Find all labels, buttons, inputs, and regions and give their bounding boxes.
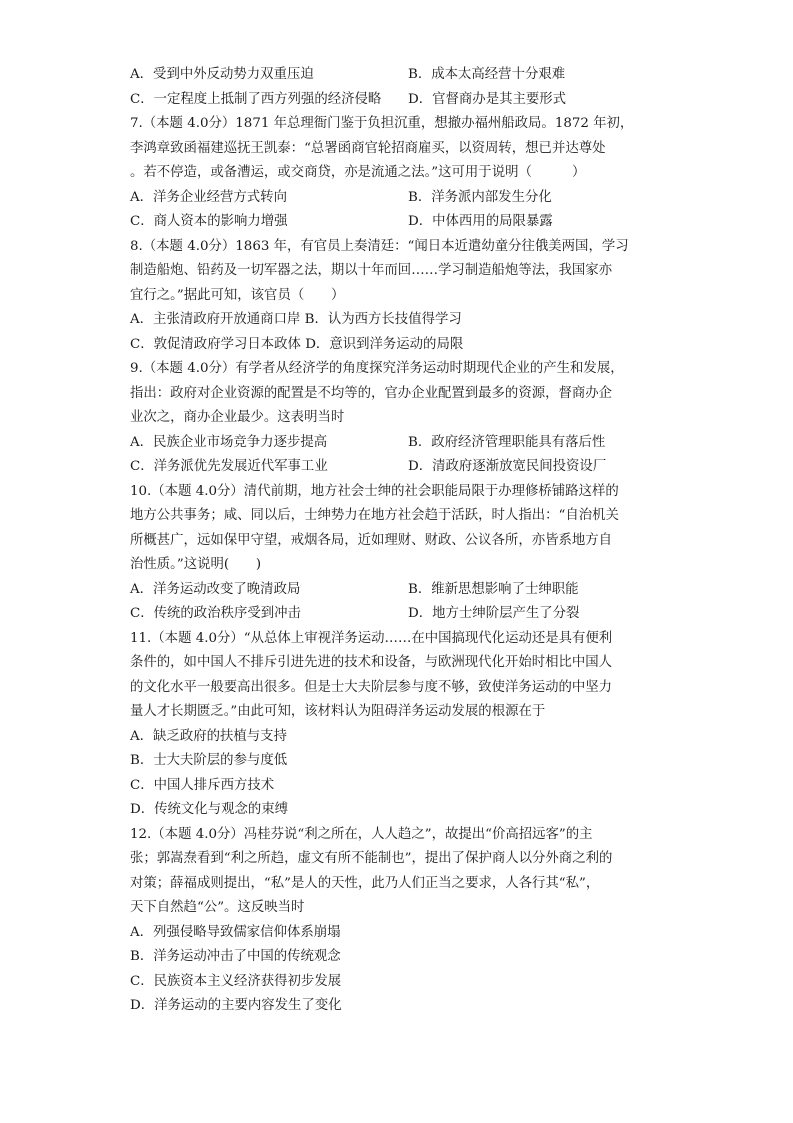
option-c: C．一定程度上抵制了西方列强的经济侵略 — [130, 91, 382, 107]
question-text-line: 对策；薛福成则提出，“私”是人的天性，此乃人们正当之要求，人各行其“私”， — [130, 875, 600, 891]
question-text-line: 业次之，商办企业最少。这表明当时 — [130, 410, 345, 425]
question-11 — [130, 627, 670, 823]
question-text-line: 李鸿章致函福建巡抚王凯泰：“总署函商官轮招商雇买，以资周转，想已并达尊处 — [130, 140, 606, 156]
option-a: A．缺乏政府的扶植与支持 — [130, 728, 287, 744]
option-d: D．官督商办是其主要形式 — [408, 91, 567, 107]
option-c: C．中国人排斥西方技术 — [130, 777, 275, 793]
option-b: B．洋务运动冲击了中国的传统观念 — [130, 949, 341, 964]
question-text-line: 条件的，如中国人不排斥引进先进的技术和设备，与欧洲现代化开始时相比中国人 — [130, 655, 613, 670]
document-page — [130, 63, 670, 1019]
option-a: A．洋务运动改变了晚清政局 — [130, 581, 301, 597]
option-c: C．商人资本的影响力增强 — [130, 214, 288, 229]
option-d: D．洋务运动的主要内容发生了变化 — [130, 998, 342, 1013]
option-row — [130, 431, 670, 456]
option-d: D．传统文化与观念的束缚 — [130, 802, 289, 817]
question-10 — [130, 480, 670, 627]
question-text-line: 制造船炮、铅药及一切军器之法，期以十年而回……学习制造船炮等法，我国家亦 — [130, 263, 613, 278]
question-text-line: 张；郭嵩焘看到“利之所趋，虚文有所不能制也”，提出了保护商人以分外商之利的 — [130, 851, 613, 866]
option-c: C．民族资本主义经济获得初步发展 — [130, 973, 342, 989]
question-text-line: 量人才长期匮乏。”由此可知，该材料认为阻碍洋务运动发展的根源在于 — [130, 704, 546, 719]
question-text-line: 。若不停造，或备漕运，或交商贷，亦是流通之法。”这可用于说明（ ） — [130, 165, 586, 180]
option-b: B．政府经济管理职能具有落后性 — [408, 434, 606, 450]
question-text-line: 宜行之。”据此可知，该官员（ ） — [130, 287, 345, 303]
question-text-line: 指出：政府对企业资源的配置是不均等的，官办企业配置到最多的资源，督商办企 — [130, 385, 613, 401]
option-row — [130, 455, 670, 480]
question-text-line: 9.（本题 4.0分）有学者从经济学的角度探究洋务运动时期现代企业的产生和发展， — [130, 361, 624, 376]
option-b: B．士大夫阶层的参与度低 — [130, 753, 288, 768]
question-9 — [130, 357, 670, 480]
option-row — [130, 63, 670, 88]
question-6-options — [130, 63, 670, 112]
option-row — [130, 602, 670, 627]
option-a: A．民族企业市场竞争力逐步提高 — [130, 434, 328, 450]
question-7 — [130, 112, 670, 235]
option-line-cd: C．敦促清政府学习日本政体 D．意识到洋务运动的局限 — [130, 336, 464, 352]
question-text-line: 天下自然趋“公”。这反映当时 — [130, 900, 305, 915]
option-b: B．成本太高经营十分艰难 — [408, 67, 566, 82]
option-d: D．中体西用的局限暴露 — [408, 214, 553, 229]
question-text-line: 12.（本题 4.0分）冯桂芬说“利之所在，人人趋之”，故提出“价高招远客”的主 — [130, 826, 593, 842]
question-text-line: 地方公共事务；咸、同以后，士绅势力在地方社会趋于活跃，时人指出：“自治机关 — [130, 508, 619, 523]
option-b: B．维新思想影响了士绅职能 — [408, 581, 579, 597]
option-a: A．列强侵略导致儒家信仰体系崩塌 — [130, 924, 341, 940]
question-text-line: 治性质。”这说明( ) — [130, 557, 262, 572]
question-8 — [130, 235, 670, 358]
option-d: D．清政府逐渐放宽民间投资设厂 — [408, 459, 607, 474]
question-text-line: 所概甚广，远如保甲守望，戒烟各局，近如理财、财政、公议各所，亦皆系地方自 — [130, 532, 613, 548]
question-text-line: 7.（本题 4.0分）1871 年总理衙门鉴于负担沉重，想撤办福州船政局。1872 年初， — [130, 116, 634, 131]
option-d: D．地方士绅阶层产生了分裂 — [408, 606, 580, 621]
option-row — [130, 88, 670, 113]
option-row — [130, 210, 670, 235]
option-row — [130, 186, 670, 211]
option-b: B．洋务派内部发生分化 — [408, 189, 552, 205]
question-text-line: 10.（本题 4.0分）清代前期，地方社会士绅的社会职能局限于办理修桥铺路这样的 — [130, 483, 619, 499]
option-c: C．传统的政治秩序受到冲击 — [130, 606, 301, 621]
option-row — [130, 578, 670, 603]
option-a: A．受到中外反动势力双重压迫 — [130, 67, 314, 82]
option-a: A．洋务企业经营方式转向 — [130, 189, 287, 205]
question-text-line: 11.（本题 4.0分）“从总体上审视洋务运动……在中国搞现代化运动还是具有便利 — [130, 630, 613, 646]
question-12 — [130, 823, 670, 1019]
question-text-line: 8.（本题 4.0分）1863 年，有官员上奏清廷：“闻日本近遣幼童分往俄美两国，学习 — [130, 238, 629, 254]
question-text-line: 的文化水平一般要高出很多。但是士大夫阶层参与度不够，致使洋务运动的中坚力 — [130, 679, 613, 695]
option-c: C．洋务派优先发展近代军事工业 — [130, 459, 328, 474]
option-line-ab: A．主张清政府开放通商口岸 B．认为西方长技值得学习 — [130, 312, 462, 327]
